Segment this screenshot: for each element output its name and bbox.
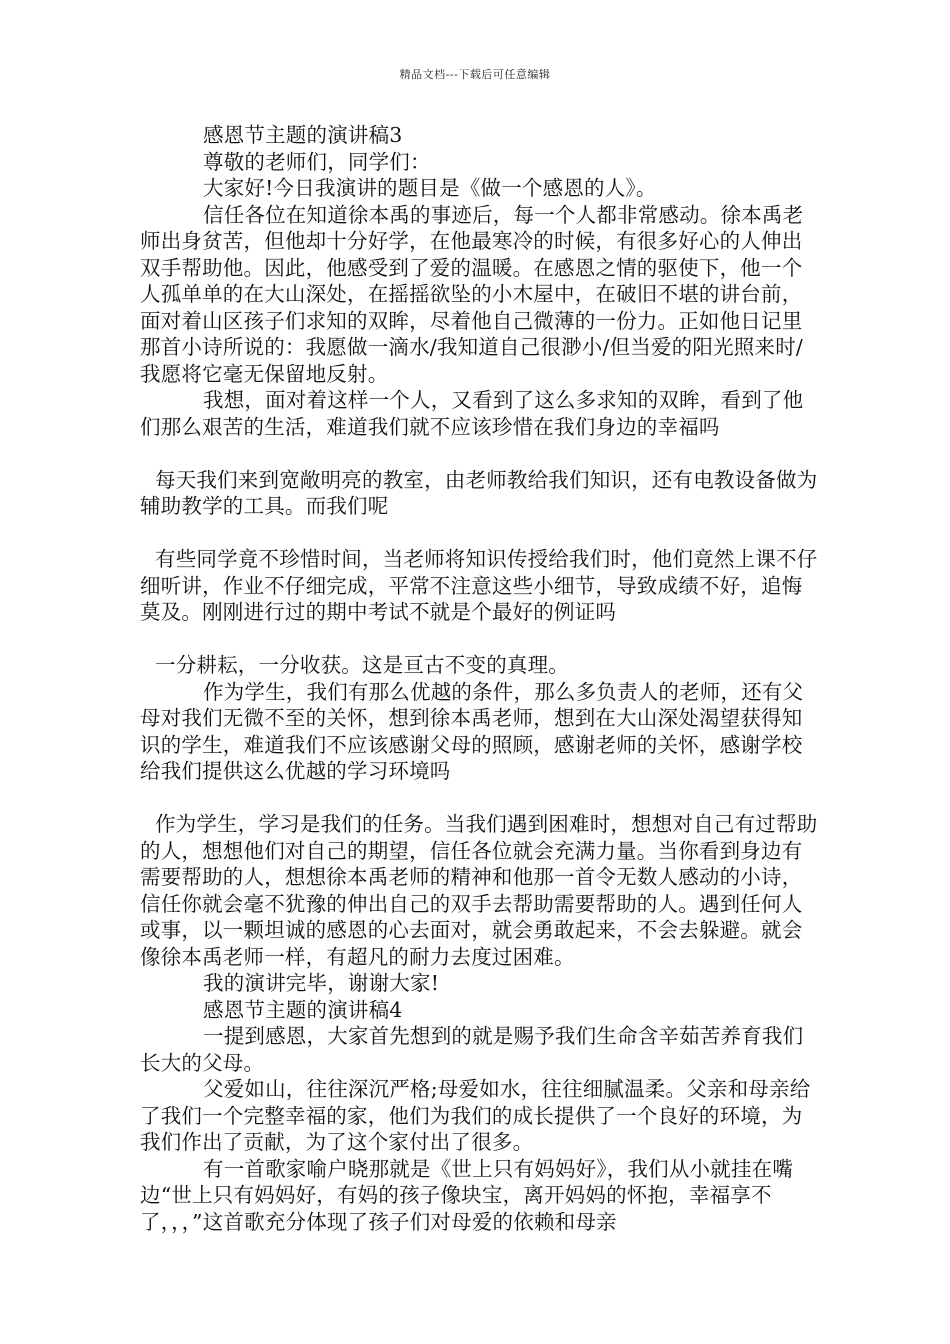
paragraph: 父爱如山，往往深沉严格;母爱如水，往往细腻温柔。父亲和母亲给了我们一个完整幸福的家，他们为我们的成长提供了一个良好的环境，为我们作出了贡献，为了这个家付出了很多。: [140, 1077, 811, 1154]
document-body: [140, 122, 820, 1235]
closing: 我的演讲完毕，谢谢大家!: [203, 971, 440, 995]
paragraph: 每天我们来到宽敞明亮的教室，由老师教给我们知识，还有电教设备做为辅助教学的工具。而我们呢: [140, 467, 818, 518]
heading-speech-3: 感恩节主题的演讲稿3: [203, 123, 403, 147]
blank-line: [140, 626, 820, 653]
paragraph: 有些同学竟不珍惜时间，当老师将知识传授给我们时，他们竟然上课不仔细听讲，作业不仔细完成，平常不注意这些小细节，导致成绩不好，追悔莫及。刚刚进行过的期中考试不就是个最好的例证吗: [140, 547, 818, 624]
paragraph: 作为学生，我们有那么优越的条件，那么多负责人的老师，还有父母对我们无微不至的关怀，想到徐本禹老师，想到在大山深处渴望获得知识的学生，难道我们不应该感谢父母的照顾，感谢老师的关怀，感谢学校给我们提供这么优越的学习环境吗: [140, 679, 804, 783]
page-header: 精品文档---下载后可任意编辑: [399, 68, 551, 81]
paragraph: 作为学生，学习是我们的任务。当我们遇到困难时，想想对自己有过帮助的人，想想他们对自己的期望，信任各位就会充满力量。当你看到身边有需要帮助的人，想想徐本禹老师的精神和他那一首令无数人感动的小诗，信任你就会毫不犹豫的伸出自己的双手去帮助需要帮助的人。遇到任何人或事，以一颗坦诚的感恩的心去面对，就会勇敢起来，不会去躲避。就会像徐本禹老师一样，有超凡的耐力去度过困难。: [140, 812, 818, 969]
salutation: 尊敬的老师们，同学们：: [203, 149, 431, 174]
blank-line: [140, 440, 820, 467]
paragraph: 我想，面对着这样一个人，又看到了这么多求知的双眸，看到了他们那么艰苦的生活，难道我们就不应该珍惜在我们身边的幸福吗: [140, 388, 804, 439]
blank-line: [140, 520, 820, 547]
blank-line: [140, 785, 820, 812]
greeting: 大家好!今日我演讲的题目是《做一个感恩的人》。: [203, 176, 657, 200]
paragraph: 一提到感恩，大家首先想到的就是赐予我们生命含辛茹苦养育我们长大的父母。: [140, 1024, 804, 1075]
paragraph: 一分耕耘，一分收获。这是亘古不变的真理。: [155, 653, 569, 677]
paragraph: 信任各位在知道徐本禹的事迹后，每一个人都非常感动。徐本禹老师出身贫苦，但他却十分好学，在他最寒冷的时候，有很多好心的人伸出双手帮助他。因此，他感受到了爱的温暖。在感恩之情的驱使下，他一个人孤单单的在大山深处，在摇摇欲坠的小木屋中，在破旧不堪的讲台前，面对着山区孩子们求知的双眸，尽着他自己微薄的一份力。正如他日记里那首小诗所说的：我愿做一滴水/我知道自己很渺小/但当爱的阳光照来时/我愿将它毫无保留地反射。: [140, 202, 804, 386]
heading-speech-4: 感恩节主题的演讲稿4: [203, 997, 403, 1022]
paragraph: 有一首歌家喻户晓那就是《世上只有妈妈好》，我们从小就挂在嘴边“世上只有妈妈好，有妈的孩子像块宝，离开妈妈的怀抱，幸福享不了，，，”这首歌充分体现了孩子们对母爱的依赖和母亲: [140, 1156, 794, 1234]
